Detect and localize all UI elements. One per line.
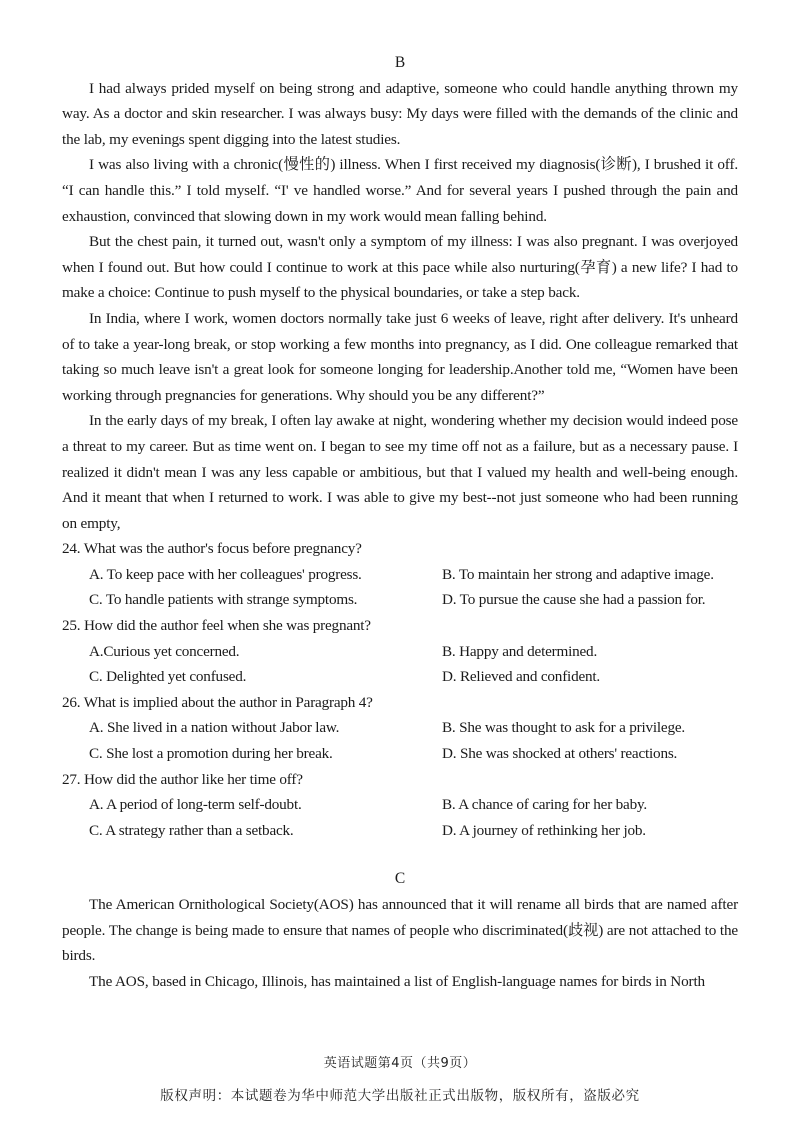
option-b: B. She was thought to ask for a privilege. [442,719,685,737]
question-stem: 27. How did the author like her time off? [62,770,303,788]
section-b-heading: B [394,54,406,71]
option-a: A. A period of long-term self-doubt. [89,796,302,814]
option-grid [62,639,738,690]
option-grid [62,792,738,843]
copyright-notice: 版权声明：本试题卷为华中师范大学出版社正式出版物，版权所有，盗版必究 [160,1088,640,1104]
question-24 [62,536,738,613]
exam-page [62,50,738,994]
question-26 [62,690,738,767]
question-25 [62,613,738,690]
option-a: A.Curious yet concerned. [89,642,240,660]
section-c-passage [62,892,738,994]
passage-paragraph: I was also living with a chronic(慢性的) illness. When I first received my diagnosis(诊断), I brushed it off. “I can handle this.” I told myself. “I' ve handled worse.” And for several years I pushed through the pain and exhaustion, convinced that slowing down in my work would mean falling behind. [62,156,738,225]
passage-paragraph: The AOS, based in Chicago, Illinois, has maintained a list of English-language names for birds in North [89,972,705,990]
section-b-passage [62,76,738,537]
option-a: A. To keep pace with her colleagues' progress. [89,565,362,583]
option-grid [62,562,738,613]
passage-paragraph: In the early days of my break, I often lay awake at night, wondering whether my decision would indeed pose a threat to my career. But as time went on. I began to see my time off not as a failure, but as a necessary pause. I realized it didn't mean I was any less capable or ambitious, but that I valued my health and well-being enough. And it meant that when I returned to work. I was able to give my best--not just someone who had been running on empty, [62,412,738,532]
option-d: D. A journey of rethinking her job. [442,821,646,839]
option-d: D. To pursue the cause she had a passion for. [442,591,706,609]
page-number-footer: 英语试题第4页（共9页） [323,1056,477,1071]
question-27 [62,767,738,844]
question-stem: 26. What is implied about the author in Paragraph 4? [62,693,373,711]
option-c: C. Delighted yet confused. [89,668,247,686]
option-d: D. She was shocked at others' reactions. [442,745,678,763]
option-c: C. To handle patients with strange symptoms. [89,591,358,609]
question-stem: 25. How did the author feel when she was pregnant? [62,617,371,635]
option-b: B. Happy and determined. [442,642,598,660]
option-d: D. Relieved and confident. [442,668,601,686]
passage-paragraph: I had always prided myself on being strong and adaptive, someone who could handle anything thrown my way. As a doctor and skin researcher. I was always busy: My days were filled with the demands of the clinic and the lab, my evenings spent digging into the latest studies. [62,79,738,148]
passage-paragraph: The American Ornithological Society(AOS) has announced that it will rename all birds that are named after people. The change is being made to ensure that names of people who discriminated(歧视) are not attached to the birds. [62,896,738,965]
question-list [62,536,738,843]
section-c-heading: C [394,870,406,888]
option-b: B. To maintain her strong and adaptive image. [442,565,714,583]
option-grid [62,715,738,766]
passage-paragraph: But the chest pain, it turned out, wasn't only a symptom of my illness: I was also pregnant. I was overjoyed when I found out. But how could I continue to work at this pace while also nurturing(孕育) a new life? I had to make a choice: Continue to push myself to the physical boundaries, or take a step back. [62,233,738,302]
option-c: C. A strategy rather than a setback. [89,821,294,839]
option-c: C. She lost a promotion during her break. [89,745,333,763]
option-a: A. She lived in a nation without Jabor law. [89,719,340,737]
passage-paragraph: In India, where I work, women doctors normally take just 6 weeks of leave, right after delivery. It's unheard of to take a year-long break, or stop working a few months into pregnancy, as I did. One colleague remarked that taking so much leave isn't a great look for someone longing for leadership.Another told me, “Women have been working through pregnancies for generations. Why should you be any different?” [62,309,738,404]
question-stem: 24. What was the author's focus before pregnancy? [62,540,362,558]
option-b: B. A chance of caring for her baby. [442,796,647,814]
